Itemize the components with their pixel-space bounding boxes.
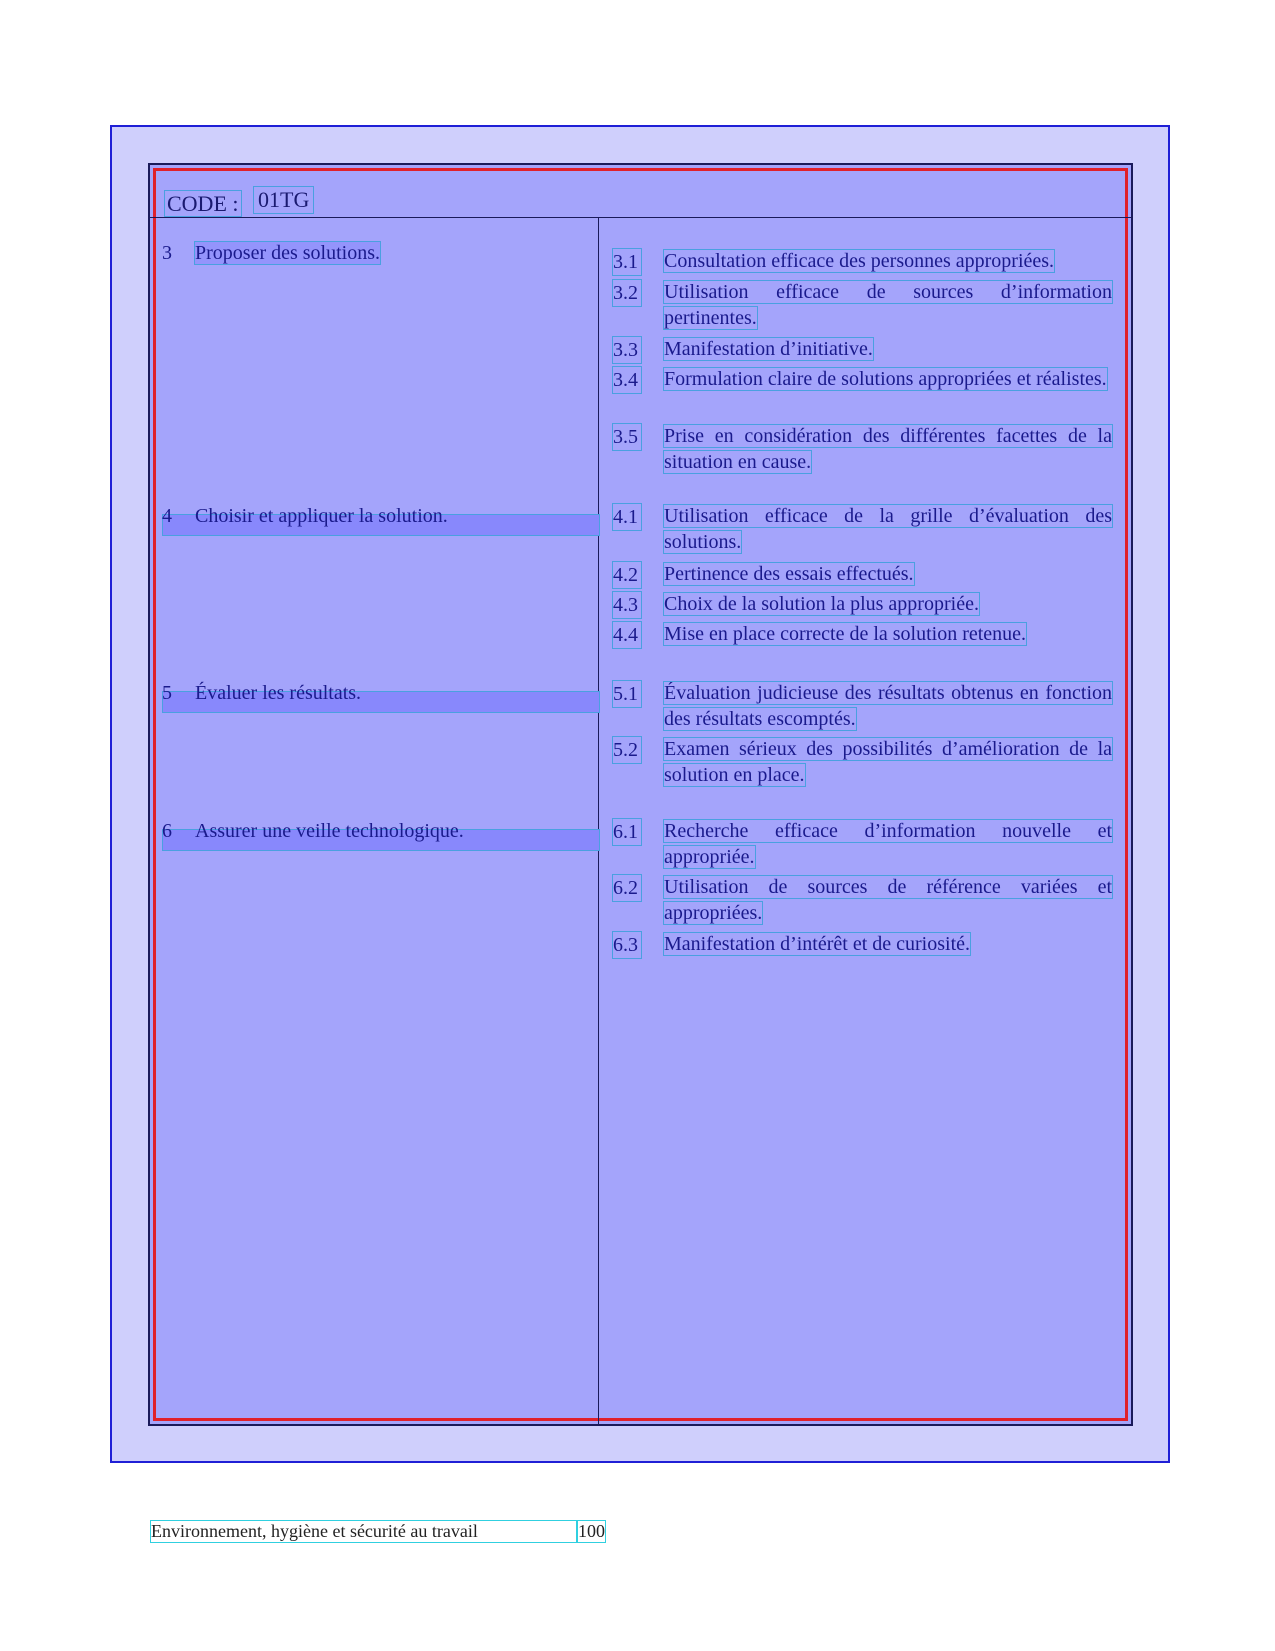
criterion-text: Manifestation d’intérêt et de curiosité.: [664, 933, 971, 955]
criterion-item: [612, 680, 1112, 732]
criterion-item: [612, 736, 1112, 788]
criterion-item: [612, 874, 1112, 926]
competency-label: Choisir et appliquer la solution.: [195, 505, 448, 527]
criterion-text: Manifestation d’initiative.: [664, 338, 873, 360]
criterion-text: Choix de la solution la plus appropriée.: [664, 593, 979, 615]
criterion-number: 3.5: [612, 423, 642, 451]
competency-item: [162, 503, 448, 529]
criterion-item: [612, 621, 1112, 647]
code-label: CODE :: [164, 190, 242, 217]
criterion-text: Examen sérieux des possibilités d’amélioration de la solution en place.: [664, 738, 1112, 786]
criterion-item: [612, 591, 1112, 617]
criterion-text: Mise en place correcte de la solution retenue.: [664, 623, 1027, 645]
competency-number: 3: [162, 242, 172, 264]
criterion-number: 4.3: [612, 591, 642, 619]
code-value: 01TG: [253, 186, 314, 214]
criterion-text: Pertinence des essais effectués.: [664, 563, 914, 585]
criterion-number: 3.1: [612, 248, 642, 276]
competency-label: Évaluer les résultats.: [195, 682, 362, 704]
criterion-text: Utilisation de sources de référence variées et appropriées.: [664, 876, 1112, 924]
criterion-text: Utilisation efficace de sources d’information pertinentes.: [664, 281, 1112, 329]
criterion-number: 4.1: [612, 503, 642, 531]
criterion-text: Formulation claire de solutions appropriées et réalistes.: [664, 368, 1107, 390]
criterion-number: 6.1: [612, 818, 642, 846]
page-footer: [150, 1520, 606, 1543]
criterion-number: 6.2: [612, 874, 642, 902]
competency-number: 6: [162, 820, 172, 842]
code-header: [164, 187, 314, 218]
criterion-item: [612, 248, 1112, 274]
criterion-number: 4.2: [612, 561, 642, 589]
criterion-item: [612, 423, 1112, 475]
criterion-number: 3.4: [612, 366, 642, 394]
criterion-item: [612, 818, 1112, 870]
column-divider: [598, 217, 599, 1424]
competency-label: Assurer une veille technologique.: [195, 820, 464, 842]
criterion-item: [612, 366, 1112, 392]
criterion-number: 3.2: [612, 279, 642, 307]
competency-number: 5: [162, 682, 172, 704]
criterion-item: [612, 561, 1112, 587]
criterion-number: 3.3: [612, 336, 642, 364]
criterion-text: Utilisation efficace de la grille d’évaluation des solutions.: [664, 505, 1112, 553]
criterion-item: [612, 931, 1112, 957]
footer-title: Environnement, hygiène et sécurité au travail: [150, 1520, 577, 1543]
criterion-text: Recherche efficace d’information nouvelle et appropriée.: [664, 820, 1112, 868]
criterion-text: Évaluation judicieuse des résultats obtenus en fonction des résultats escomptés.: [664, 682, 1112, 730]
criterion-number: 4.4: [612, 621, 642, 649]
competency-label: Proposer des solutions.: [195, 242, 380, 264]
criterion-number: 6.3: [612, 931, 642, 959]
criterion-item: [612, 336, 1112, 362]
page-number: 100: [578, 1521, 605, 1541]
competency-item: [162, 240, 380, 266]
criterion-number: 5.2: [612, 736, 642, 764]
competency-item: [162, 818, 464, 844]
criterion-item: [612, 503, 1112, 555]
criterion-item: [612, 279, 1112, 331]
criterion-number: 5.1: [612, 680, 642, 708]
criterion-text: Prise en considération des différentes facettes de la situation en cause.: [664, 425, 1112, 473]
competency-number: 4: [162, 505, 172, 527]
competency-item: [162, 680, 361, 706]
criterion-text: Consultation efficace des personnes appropriées.: [664, 250, 1055, 272]
